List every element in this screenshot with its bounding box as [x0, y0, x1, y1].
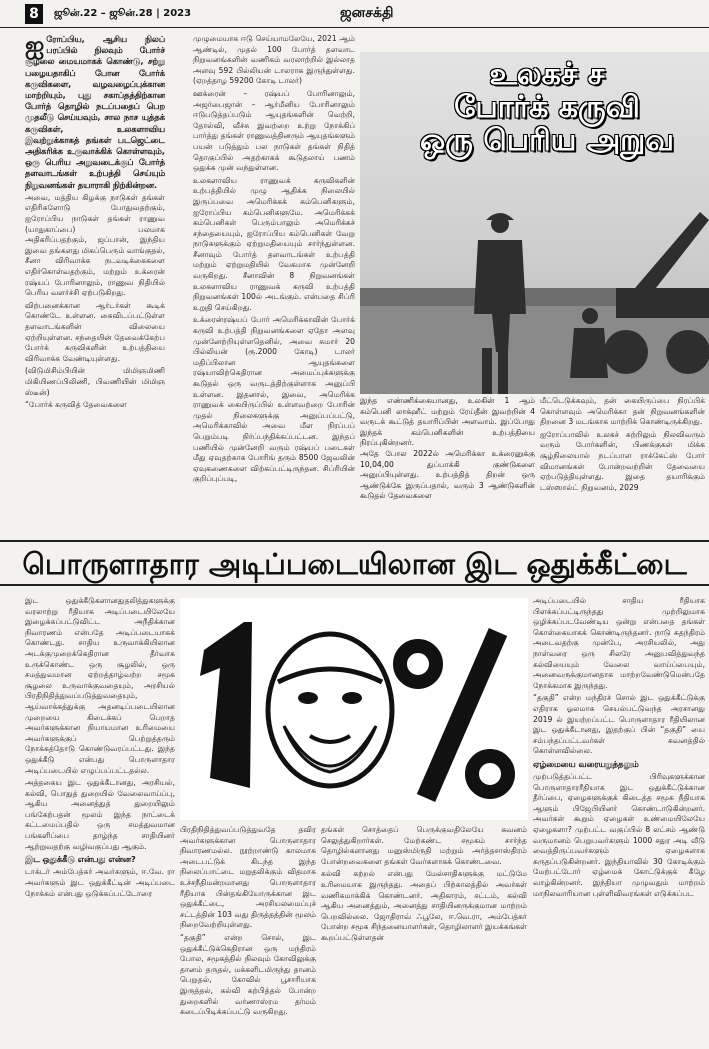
paragraph: டாக்டர் அம்பேத்கர் அவர்களும், ஈ.வே. ரா அவர்களும் இட ஒதுக்கீட்டின் அடிப்படை நோக்கம் என்பது ஒடுக்கப்பட்டோரை [25, 867, 175, 898]
ten-percent-cartoon [180, 598, 528, 820]
percent-bottom-circle [472, 756, 508, 792]
paragraph: முற்படுத்தப்பட்ட பிரிவுகளுக்கான பொருளாதாரரீதியாக இட ஒதுக்கீட்டுக்கான தீர்ப்பை, ஏழைகளுக்குக் கிடைத்த சமூக நீதியாக ஆளும் பிஜேபியினர் கொண்டாடுகின்றனர். அவர்கள் கூறும் ஏழைகள் உண்மையிலேயே ஏழைகளா? முற்பட்ட வகுப்பில் 8 லட்சம் ஆண்டு வருமானம் பெறுபவர்களும் 1000 சதுர அடி வீடு வைத்திருப்பவர்களும் ஏழைகளாக கருதப்படுகின்றனர். இந்தியாவில் 30 கோடிக்கும் மேற்பட்டோர் ஏழ்மைக் கோட்டுக்குக் கீழே வாழ்கின்றனர். இந்தியா முழுவதும் மாற்றம் மாநிலவாரியான புள்ளிவிவரங்கள் எடுக்கப்பட [533, 772, 705, 898]
paragraph: அதே போல 2022ல் அமெரிக்கா உக்ரைனுக்கு 10,04,00 துப்பாக்கி குண்டுகளை அனுப்பியுள்ளது. உற்பத்தித் திறன் ஒரு ஆண்டுக்கே இருப்பதால், வரும் 3 ஆண்டுகளின் கூடுதல் தேவைகளை [360, 448, 535, 501]
paragraph: அவை, மத்திய கிழக்கு நாடுகள் தங்கள் எதிரிகளோடு போதுவதற்கும், ஐரோப்பிய நாடுகள் தங்கள் ராணுவ (யாதுகாப்பை) பலமாக அதிகரிப்பதற்கும், ஜப்பான், இந்திய இவை தங்களது மிகப்பெரும் வாங்குதல், சீனா விரிவாக்க நடவடிக்கைகளை எதிர்கொள்வதற்கும், மற்றும் உக்ரைன் ரஷ்யப் போரினாலும், ராணுவ நிதியில் பெரிய வளர்ச்சி ஏற்படுகிறது. [25, 192, 165, 298]
paragraph: தங்கள் சொத்தைப் பெருக்குவதிலேயே கவனம் செலுத்துகிறார்கள். மேற்கண்ட சமூகம் சார்ந்த தொழில்களானது மனுஸ்மிருதி மற்றும் அர்த்தசாஸ்திரம் போன்றவைகளை தங்கள் வேர்களாகக் கொண்டவை. [321, 825, 527, 866]
face-circle [268, 634, 392, 786]
paragraph: கல்வி கற்றல் என்பது மேல்சாதிகளுக்கு மட்டுமே உரிமையாக இருந்தது. அதைப் பிற்காலத்தில் அவர்கள் வணிகமாக்கிக் கொண்டனர். அதிகாரம், சட்டம், கல்வி ஆகிய அனைத்தும், அனைத்து சாதியினருக்குமான மாற்றம் பெறவில்லை. ஜோதிராவ் ஃபூலே, ஈ.வெ.ரா, அம்பேத்கர் போன்ற சமூக சிந்தனையாளர்கள், தொழிலாளர் இயக்கங்கள் கூறப்பட்டுள்ளதன் [321, 869, 527, 942]
paragraph: அடிப்படையில் சாதிய ரீதியாக பிளக்கப்பட்டிருந்தது முற்றிலுமாக ஒழிக்கப்படவேண்டிய ஒன்று என்பதை தங்கள் கொள்கையாகக் கொண்டிருந்தனர். நாடு சுதந்திரம் அடைவதற்கு முன்பே, அரசியலில், அது நாள்வரை ஒரு சிலரே அனுபவித்துவந்த கல்வியையும் வேலை வாய்ப்பையும், அனைவருக்குமானதாக மாற்றவேண்டுமென்பதே நோக்கமாக இருந்தது. [533, 596, 705, 690]
paragraph: உக்ரைன்ரஷ்யப் போர் அமெரிக்காவின் போர்க் கருவி உற்பத்தி நிறுவனங்களை ஏதோ அளவு முன்னேற்றியுள்ளதெனில், அவை சுமார் 20 பில்லியன் (ரூ.2000 கோடி) டாலர் மதிப்பிலான ஆயுதங்களை ரஷ்யாவிற்கெதிரான அமைப்புக்களுக்கு கூடுதல் ஒரு வருடத்திற்குள்ளாக அனுப்பி உள்ளன. இதனால், இவை, அமெரிக்க ராணுவக் கையிருப்பில் உள்ளவற்றை போரின் முதல் நிலைகளுக்கு அனுப்பப்பட்டு, அமெரிக்காவில் அவை மீள நிரப்பப் பெறும்படி நிர்ப்பந்திக்கப்பட்டன. இந்தப் பணியில் முன்னேறி வரும் ரஷ்யப் படைகள் மீது ஏவுதற்காக போரிங் தரும் 8500 ஜேவலின் ஏவுகணைகளை விற்கப்பட்டிருந்தன. சிப்ரியின் குறிப்புப்படி, [193, 315, 355, 484]
paragraph: ஐரோப்பாவில் உலகச் சுற்றிலும் நிலவிவரும் வரும் போர்களின், பிணக்குகள் மிக்க சூழ்நிலையால் நடப்பாள ராக்கேட்ஸ் போர் விமானங்கள் போன்றவற்றின் தேவையை ஏற்படுத்தியுள்ளது. இதை தயாரிக்கும் டஸ்ஸால்ட் நிறுவனம், 2029 [540, 429, 705, 492]
page-header [0, 0, 709, 28]
top-article-headline [385, 58, 709, 157]
percent-top-circle [400, 646, 436, 682]
drop-cap: ஐ [25, 34, 45, 59]
headline-line: உலகச் ச [489, 57, 605, 92]
paragraph: மீட்டெடுக்கவும், தன் கையிருப்பை நிரப்பிக் கொள்ளவும் அமெரிக்கா தன் நிறுவனங்களின் திறனை 3 மடங்காக மாற்றிக் கொண்டிருக்கிறது. [540, 396, 705, 427]
article-column-3 [360, 396, 535, 536]
paragraph: ஊக்ரைன் – ரஷ்யப் போரினாலும், அஜர்பைஜான் – ஆர்மீனிய போரினாலும் ஈடுபடுத்தப்படும் ஆயுதங்களின் வெற்றி, தோல்வி, வீச்சு இவற்றை உற்று நோக்கிப் பார்த்து தங்கள் ராணுவத்தினரும் ஆயுதங்களும் பயன் படுத்தும் பல நாடுகள் தங்கள் நிதித் தொகுப்பில் அதற்காகக் கூடுதலாய் பணம் ஒதுக்க முன் வந்துள்ளன. [193, 88, 355, 173]
article-column-4 [540, 396, 705, 536]
publication-name: ஜனசக்தி [340, 5, 394, 21]
paragraph: இந்த எண்ணிக்கையானது, உலகின் 1 ஆம் கம்பெனி லாக்ஹீட் மற்றும் ரேய்தீன் இவற்றின் 4 வருடக் கூட்டுத் தயாரிப்பின் அளவாம். இப்போது இந்தக் கம்பெனிகளின் உற்பத்தியை நிரப்புகின்றனர். [360, 396, 535, 448]
paragraph: “தகுதி” என்ற மந்திரச் சொல் இட ஒதுக்கீட்டுக்கு எதிராக ஓலமாக செயல்பட்டுவந்த அரசானது 2019 ல் இயற்றப்பட்ட பொருளாதார ரீதியிலான இட ஒதுக்கீடானது, இதற்குப் பின் “தகுதி” யை சம்பந்தப்பட்டவர்கள் கவனத்தில் கொள்ளவில்லை. [533, 693, 705, 756]
paragraph: முழுமையாக ஈடு செய்யாமலேயே, 2021 ஆம் ஆண்டில், முதல் 100 போர்த் தளவாட நிறுவனங்களின் வணிகம் வரலாற்றில் இல்லாத அளவு 592 பில்லியன் டாலராக இருந்துள்ளது. (ஏறத்தாழ 59200 கோடி டாலர்) [193, 34, 355, 86]
subheading: இட ஒதுக்கீடு என்பது என்ன? [25, 854, 136, 865]
intro-paragraph [25, 34, 165, 191]
issue-date: ஜூன்.22 – ஜூன்.28 | 2023 [54, 8, 192, 19]
headline-line: போர்க் கருவி [454, 90, 640, 125]
paragraph: “தகுதி” என்ற சொல், இட ஒதுக்கீட்டுக்கெதிரான ஒரு மந்திரம் போல, சமூகத்தில் நிலவும் கோவிலுக்கு தானம் தருதல், மக்களிடமிருந்து தானம் பெறுதல், கோவில் பூசாரியாக இருத்தல், கல்வி கற்பித்தல் போன்ற துறைகளில் வர்ணாஸ்ரம தர்மம் கடைப்பிடிக்கப்பட்டு வருகிறது. [180, 932, 316, 1017]
cartoon-illustration [180, 598, 528, 820]
paragraph: “போர்க் கருவித் தேவைகளை [25, 400, 127, 410]
feature-column-left [25, 596, 175, 1046]
subheading: ஏழ்மையை வரையறுத்தலும் [533, 758, 639, 769]
feature-headline: பொருளாதார அடிப்படையிலான இட ஒதுக்கீட்டை [22, 547, 687, 581]
paragraph: விற்பனைக்கான ஆர்டர்கள் கூடிக் கொண்டே உள்ளன. கைவிடப்பட்டுள்ள தளவாடங்களின் விலையை ஏற்றியுள்ளன. சந்தையின் தேவைக்கேற்ப போர்க் கருவிகளின் உற்பத்தியை விரிவாக்க வேண்டியுள்ளது. [25, 300, 165, 363]
article-column-2 [193, 34, 355, 534]
page-number: 8 [25, 4, 43, 24]
paragraph: இட ஒதுக்கீடுகளானதுதலித்துகளுக்கு வரலாற்று ரீதியாக அடிப்படையிலேயே இழைக்கப்பட்டுவிட்ட அநீதிக்கான நிவாரணம் என்பதே அடிப்படையாகக் கொண்டது. சாதிய உருவாக்கியிலான அடக்குமுறைக்கெதிரான தீர்வாக உருக்கொண்ட ஒரு சூழலில், ஒரு சமத்துவமான ஏற்றத்தாழ்வற்ற சமூக சூழலை உருவாக்குவதையும், அரசியல் பிரதிநிதித்துவப்படுத்துவதையும், ஆய்வாக்கத்துக்கு அதனடிப்படையிலான முறையை கிடைக்கப் பெறாத அவர்களுக்கான நியாயமான உரிமையை அவர்களுக்குப் பெற்றுத்தரும் நோக்கத்தோடு கொண்டுவரப்பட்டது. இந்த ஒதுக்கீடு என்பது பொருளாதார அடிப்படையில் எழுப்பப்பட்டதல்ல. [25, 596, 175, 775]
feature-column-right [533, 596, 705, 1046]
paragraph: உலகளாவிய ராணுவக் கருவிகளின் உற்பத்தியில் முழு ஆதிக்க நிலையில் இருப்பவை அமெரிக்கக் கம்பெனிகளும், ஐரோப்பிய கம்பெனிகளுமே. அமெரிக்கக் கம்பெனிகள் பெரும்பாலும் அமெரிக்கச் சந்தையையும், ஐரோப்பிய கம்பெனிகள் வேறு நாடுகளுக்கும் ஏற்றுமதியையும் சார்ந்துள்ளன. சீனாவும் போர்த் தளவாடங்கள் உற்பத்தி மற்றும் ஏற்றுமதியில் வேகமாக முன்னேறி வருகிறது. சீனாவின் 8 நிறுவனங்கள் உலகளாவிய ராணுவக் கருவி உற்பத்தி நிறுவனங்கள் 100ல் அடங்கும். என்பதை சிப்ரி உறுதி செய்கிறது. [193, 175, 355, 312]
paragraph: (விடுமிசிம்பியின் மிமிஞமிணி மிகியிணப்பிலிணி, பிவணியின் மிமிஞ ஸ்டீன்) [25, 366, 165, 397]
article-column-1 [25, 34, 165, 534]
intro-text: ரோப்பிய, ஆசிய நிலப் பரப்பில் நிலவும் போர்ச் சூழலை மையமாகக் கொண்டு, சற்று பழையதாகிப் போன போர்க் கருவிகளை, வழவழைப்புக்கான மாற்றியும், புது சகாப்தத்திற்கான போர்த் தொழில் நடப்பதைப் பெற முதலீடு செய்யவும், சால நாச யுத்தக் கருவிகள், உலகளாவிய இவற்றுக்காகத் தங்கள் படஜெட்டை அதிகரிக்க உருவாக்கிக் கொள்ளவும், ஒரு பெரிய அறுவடைக்குப் போர்த் தளவாடங்கள் உற்பத்தி செய்யும் நிறுவனங்கள் தயாராகி நிற்கின்றன. [25, 34, 165, 190]
digit-one-shape [200, 622, 252, 788]
feature-column-middle [180, 825, 316, 1047]
feature-headline-band [0, 540, 709, 586]
feature-column-right-mid [321, 825, 527, 1047]
headline-line: ஒரு பெரிய அறுவ [420, 123, 674, 158]
paragraph: அத்தகைய இட ஒதுக்கீடானது, அரசியல், கல்வி, பொதுத் துறையில் வேலைவாய்ப்பு, ஆகிய அனைத்துத் துறையிலும் பங்கேற்பதன் மூலம் இந்த நாட்டைக் கட்டமைப்பதில் ஒரு சமத்துவமான பங்களிப்பை தாழ்ந்த சாதியினர் ஆற்றுவதற்கு வழிவகுப்பது ஆகும். [25, 778, 175, 851]
paragraph: பிரதிநிதித்துவப்படுத்துவதே தவிர அவர்களுக்கான பொருளாதார நிவாரணமல்ல. நூற்றாண்டு காலமாக அடைபட்டுக் கிடந்த இந்த நிலைப்பாட்டை மறுதலிக்கும் விதமாக உச்சநீதிமன்றமானது பொருளாதார ரீதியாக பின்தங்கியோருக்கான இட ஒதுக்கீட்டை, அரசியலமைப்புச் சட்டத்தின் 103 வது திருத்தத்தின் மூலம் நிறைவேற்றியுள்ளது. [180, 825, 316, 930]
